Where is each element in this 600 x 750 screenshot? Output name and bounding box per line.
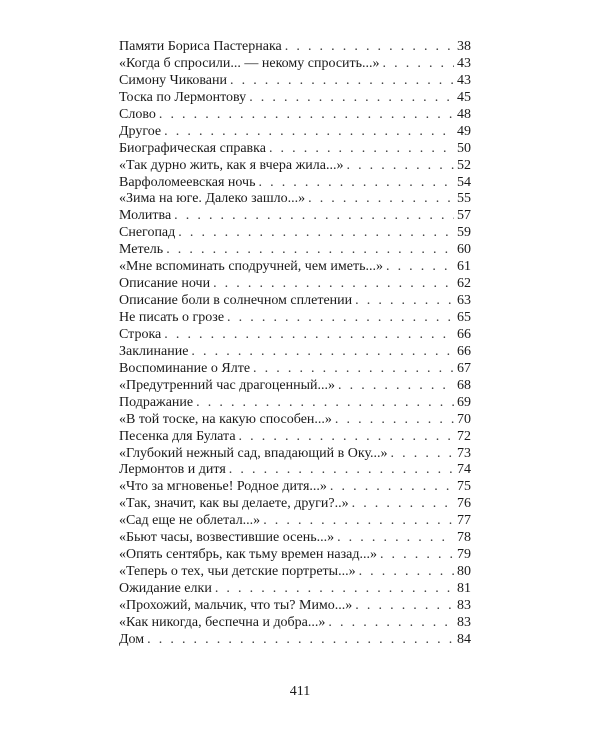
dot-leader (229, 462, 454, 479)
toc-entry-title: Строка (119, 326, 162, 342)
toc-entry (119, 107, 471, 124)
toc-entry-page: 59 (457, 225, 471, 241)
toc-entry-page: 54 (457, 174, 471, 190)
toc-entry-page: 60 (457, 242, 471, 258)
toc-entry-page: 57 (457, 208, 471, 224)
toc-entry (119, 158, 471, 175)
dot-leader (355, 293, 454, 310)
toc-entry-page: 78 (457, 530, 471, 546)
toc-entry-page: 80 (457, 564, 471, 580)
dot-leader (380, 547, 454, 564)
toc-entry-title: Подражание (119, 394, 194, 410)
toc-entry-title: Памяти Бориса Пастернака (119, 39, 282, 54)
toc-entry (119, 344, 471, 361)
toc-entry-title: Тоска по Лермонтову (119, 89, 247, 105)
toc-entry-page: 63 (457, 293, 471, 309)
toc-entry-title: Симону Чиковани (119, 72, 227, 88)
dot-leader (383, 56, 454, 73)
toc-entry-title: Варфоломеевская ночь (119, 174, 256, 190)
toc-entry (119, 378, 471, 395)
toc-entry-page: 43 (457, 72, 471, 88)
dot-leader (249, 90, 454, 107)
dot-leader (391, 446, 454, 463)
toc-entry-page: 83 (457, 597, 471, 613)
toc-entry-title: Молитва (119, 208, 172, 224)
toc-entry-title: «Сад еще не облетал...» (119, 513, 261, 529)
toc-entry (119, 615, 471, 632)
toc-entry-title: Дом (119, 631, 145, 647)
dot-leader (164, 327, 454, 344)
toc-entry-page: 61 (457, 259, 471, 275)
toc-entry (119, 395, 471, 412)
dot-leader (355, 598, 454, 615)
toc-entry-page: 76 (457, 496, 471, 512)
toc-entry-page: 79 (457, 547, 471, 563)
dot-leader (263, 513, 454, 530)
toc-entry-title: Лермонтов и дитя (119, 462, 226, 478)
table-of-contents (119, 39, 471, 649)
toc-entry-title: «В той тоске, на какую способен...» (119, 411, 332, 427)
dot-leader (147, 632, 454, 649)
toc-entry-page: 83 (457, 614, 471, 630)
toc-entry-title: «Глубокий нежный сад, впадающий в Оку...» (119, 445, 388, 461)
page-number: 411 (289, 684, 311, 699)
dot-leader (227, 310, 454, 327)
toc-entry-page: 70 (457, 411, 471, 427)
toc-entry-page: 66 (457, 343, 471, 359)
toc-entry (119, 429, 471, 446)
dot-leader (259, 175, 455, 192)
dot-leader (330, 479, 454, 496)
dot-leader (337, 530, 454, 547)
dot-leader (346, 158, 454, 175)
toc-entry-page: 48 (457, 106, 471, 122)
toc-entry (119, 259, 471, 276)
toc-entry (119, 90, 471, 107)
toc-entry-page: 43 (457, 55, 471, 71)
toc-entry-title: Описание ночи (119, 276, 211, 292)
toc-entry-title: «Когда б спросили... — некому спросить...» (119, 55, 380, 71)
toc-entry-title: «Зима на юге. Далеко зашло...» (119, 191, 306, 207)
toc-entry-title: Другое (119, 123, 162, 139)
dot-leader (174, 208, 454, 225)
dot-leader (213, 276, 454, 293)
toc-entry-title: «Как никогда, беспечна и добра...» (119, 614, 326, 630)
toc-entry-page: 62 (457, 276, 471, 292)
toc-entry-title: Ожидание елки (119, 581, 212, 596)
toc-entry-page: 84 (457, 631, 471, 647)
toc-entry-page: 52 (457, 157, 471, 173)
toc-entry-page: 77 (457, 513, 471, 529)
dot-leader (328, 615, 454, 632)
toc-entry (119, 479, 471, 496)
toc-entry-title: Метель (119, 242, 164, 258)
toc-entry-page: 67 (457, 360, 471, 376)
toc-entry (119, 496, 471, 513)
dot-leader (285, 39, 454, 56)
toc-entry-page: 49 (457, 123, 471, 139)
toc-entry-title: «Так, значит, как вы делаете, други?..» (119, 496, 349, 512)
toc-entry (119, 208, 471, 225)
toc-entry-title: «Так дурно жить, как я вчера жила...» (119, 157, 344, 173)
toc-entry (119, 513, 471, 530)
toc-entry-page: 68 (457, 377, 471, 393)
toc-entry (119, 175, 471, 192)
toc-entry-title: «Прохожий, мальчик, что ты? Мимо...» (119, 597, 353, 613)
toc-entry (119, 73, 471, 90)
toc-entry (119, 361, 471, 378)
dot-leader (386, 259, 454, 276)
dot-leader (359, 564, 454, 581)
toc-entry (119, 293, 471, 310)
toc-entry-page: 65 (457, 310, 471, 325)
toc-entry (119, 327, 471, 344)
toc-entry-title: Песенка для Булата (119, 428, 236, 444)
toc-entry (119, 564, 471, 581)
toc-entry-page: 50 (457, 140, 471, 156)
dot-leader (191, 344, 454, 361)
toc-entry-title: Воспоминание о Ялте (119, 360, 251, 376)
dot-leader (352, 496, 454, 513)
dot-leader (338, 378, 454, 395)
toc-entry (119, 530, 471, 547)
dot-leader (164, 124, 454, 141)
dot-leader (230, 73, 454, 90)
toc-entry (119, 547, 471, 564)
dot-leader (308, 191, 454, 208)
toc-entry (119, 276, 471, 293)
dot-leader (196, 395, 454, 412)
toc-entry-page: 81 (457, 581, 471, 596)
toc-entry-page: 38 (457, 39, 471, 54)
toc-entry-page: 45 (457, 89, 471, 105)
toc-entry (119, 141, 471, 158)
toc-entry-title: Не писать о грозе (119, 310, 225, 325)
toc-entry-page: 72 (457, 428, 471, 444)
toc-entry-title: Заклинание (119, 343, 189, 359)
toc-entry-page: 74 (457, 462, 471, 478)
toc-entry (119, 39, 471, 56)
toc-entry-page: 66 (457, 326, 471, 342)
toc-entry-title: «Бьют часы, возвестившие осень...» (119, 530, 335, 546)
toc-entry-title: «Мне вспоминать сподручней, чем иметь...» (119, 259, 383, 275)
toc-entry (119, 412, 471, 429)
toc-entry (119, 191, 471, 208)
toc-entry-page: 75 (457, 479, 471, 495)
toc-entry (119, 632, 471, 649)
toc-entry-page: 69 (457, 394, 471, 410)
dot-leader (269, 141, 454, 158)
toc-entry (119, 242, 471, 259)
toc-entry-title: Слово (119, 106, 156, 122)
toc-entry (119, 310, 471, 327)
dot-leader (166, 242, 454, 259)
dot-leader (239, 429, 454, 446)
toc-entry (119, 598, 471, 615)
toc-entry-title: Биографическая справка (119, 140, 266, 156)
dot-leader (253, 361, 454, 378)
toc-entry-title: «Теперь о тех, чьи детские портреты...» (119, 564, 356, 580)
toc-entry (119, 581, 471, 598)
toc-entry-title: Снегопад (119, 225, 176, 241)
dot-leader (335, 412, 454, 429)
toc-entry (119, 446, 471, 463)
toc-entry (119, 462, 471, 479)
toc-entry (119, 124, 471, 141)
dot-leader (159, 107, 454, 124)
dot-leader (215, 581, 454, 598)
toc-entry-page: 55 (457, 191, 471, 207)
toc-entry-title: «Предутренний час драгоценный...» (119, 377, 336, 393)
toc-entry (119, 225, 471, 242)
toc-entry (119, 56, 471, 73)
toc-entry-title: «Опять сентябрь, как тьму времен назад...» (119, 547, 377, 563)
toc-entry-title: «Что за мгновенье! Родное дитя...» (119, 479, 327, 495)
toc-entry-title: Описание боли в солнечном сплетении (119, 293, 353, 309)
toc-entry-page: 73 (457, 445, 471, 461)
dot-leader (178, 225, 454, 242)
